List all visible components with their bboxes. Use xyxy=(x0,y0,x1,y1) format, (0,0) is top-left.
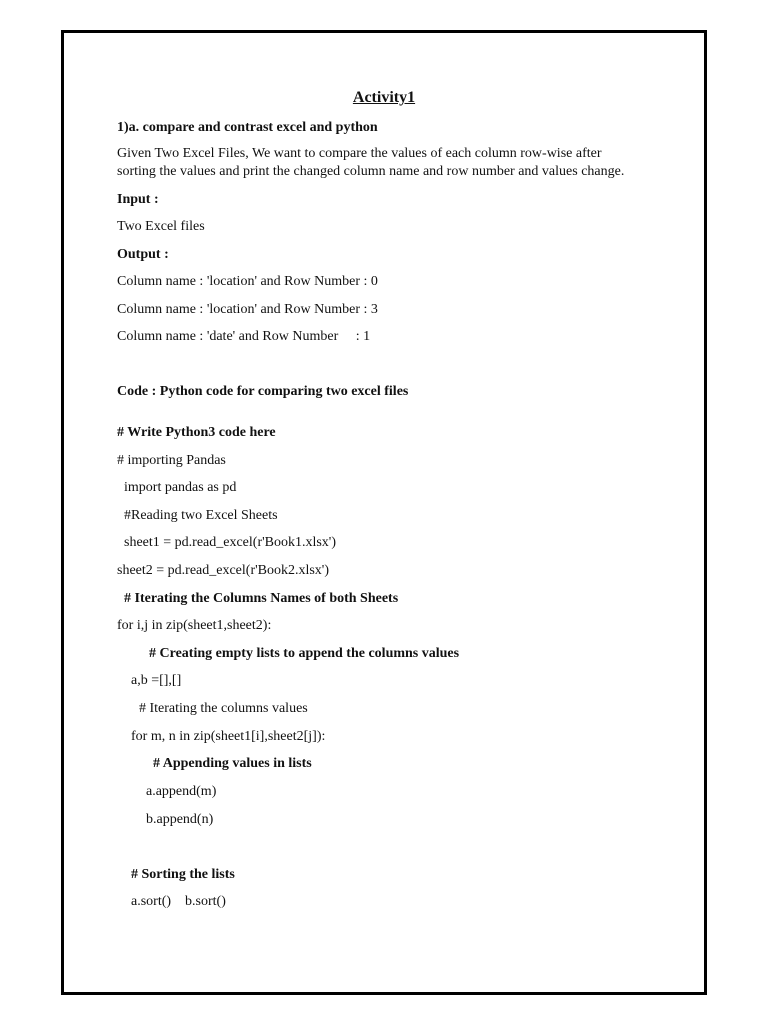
code-line-7: # Iterating the Columns Names of both Sheets xyxy=(124,591,399,606)
code-line-1: # Write Python3 code here xyxy=(117,425,276,440)
code-line-3: import pandas as pd xyxy=(124,480,237,495)
code-line-8: for i,j in zip(sheet1,sheet2): xyxy=(117,618,272,633)
code-line-17: a.sort() b.sort() xyxy=(131,894,226,909)
code-line-6: sheet2 = pd.read_excel(r'Book2.xlsx') xyxy=(117,563,329,578)
code-line-13: # Appending values in lists xyxy=(153,756,312,771)
code-line-2: # importing Pandas xyxy=(117,453,226,468)
output-label: Output : xyxy=(117,247,169,262)
input-value: Two Excel files xyxy=(117,219,205,234)
output-line-1: Column name : 'location' and Row Number : 0 xyxy=(117,274,378,289)
output-line-3: Column name : 'date' and Row Number : 1 xyxy=(117,329,371,344)
page-title xyxy=(0,88,768,108)
code-line-10: a,b =[],[] xyxy=(131,673,182,688)
code-line-16: # Sorting the lists xyxy=(131,867,235,882)
code-line-9: # Creating empty lists to append the columns values xyxy=(149,646,460,661)
code-heading: Code : Python code for comparing two excel files xyxy=(117,384,409,399)
page-title-text: Activity1 xyxy=(352,89,416,106)
input-label: Input : xyxy=(117,192,159,207)
code-line-5: sheet1 = pd.read_excel(r'Book1.xlsx') xyxy=(124,535,336,550)
description-line-1: Given Two Excel Files, We want to compare the values of each column row-wise after xyxy=(117,146,602,161)
code-line-11: # Iterating the columns values xyxy=(139,701,308,716)
code-line-4: #Reading two Excel Sheets xyxy=(124,508,278,523)
description-line-2: sorting the values and print the changed column name and row number and values change. xyxy=(117,164,625,179)
code-line-14: a.append(m) xyxy=(146,784,217,799)
code-line-12: for m, n in zip(sheet1[i],sheet2[j]): xyxy=(131,729,326,744)
code-line-15: b.append(n) xyxy=(146,812,214,827)
question-heading: 1)a. compare and contrast excel and python xyxy=(117,120,378,135)
output-line-2: Column name : 'location' and Row Number : 3 xyxy=(117,302,378,317)
